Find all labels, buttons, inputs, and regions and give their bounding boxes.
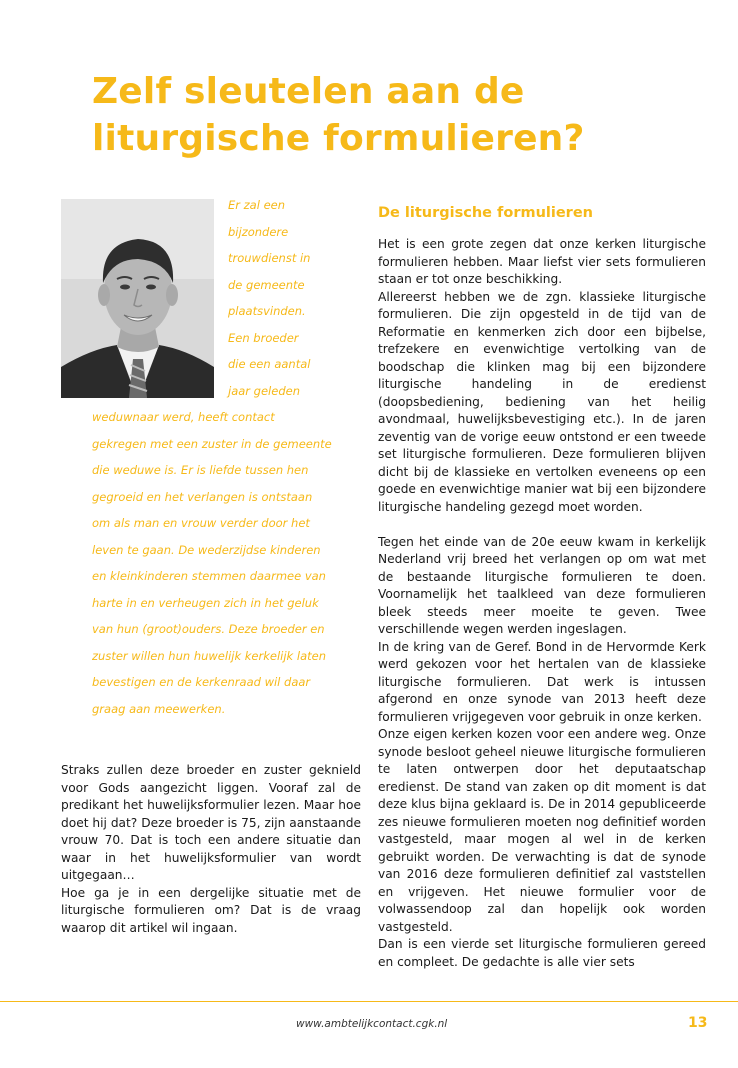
footer-divider (0, 1001, 738, 1002)
intro-line: om als man en vrouw verder door het (92, 516, 310, 530)
intro-line: trouwdienst in (228, 251, 311, 265)
intro-line: weduwnaar werd, heeft contact (92, 410, 275, 424)
paragraph: Allereerst hebben we de zgn. klassieke liturgische formulieren. Die zijn opgesteld in de tijd van de Reformatie en kenmerken zich door een bijbelse, trefzekere en evenwichtige vertolking van de boodschap die klinken mag bij een bijzondere liturgische handeling in de eredienst (doopsbediening, bediening van het heilig avondmaal, huwelijksbevestiging etc.). In de jaren zeventig van de vorige eeuw ontstond er een tweede set liturgische formulieren. Deze formulieren blijven dicht bij de klassieke en vertolken eveneens op een goede en evenwichtige manier wat bij een bijzondere liturgische handeling gezegd moet worden. (378, 289, 706, 514)
paragraph: Hoe ga je in een dergelijke situatie met de liturgische formulieren om? Dat is de vraag waarop dit artikel wil ingaan. (61, 885, 361, 935)
intro-text (92, 196, 332, 726)
intro-line: gekregen met een zuster in de gemeente (92, 436, 332, 451)
intro-line: Er zal een (228, 198, 286, 212)
footer-url[interactable]: www.ambtelijkcontact.cgk.nl (296, 1018, 448, 1030)
intro-line: bijzondere (228, 224, 289, 239)
right-column (378, 202, 706, 971)
paragraph: Onze eigen kerken kozen voor een andere weg. Onze synode besloot geheel nieuwe liturgische formulieren te laten ontwerpen door het deputaatschap eredienst. De stand van zaken op dit moment is dat deze klus bijna geklaard is. De in 2014 gepubliceerde zes nieuwe formulieren moeten nog definitief worden vastgesteld, maar mogen al wel in de kerken gebruikt worden. De verwachting is dat de synode van 2016 deze formulieren definitief zal vaststellen en vrijgeven. Het nieuwe formulier voor de volwassendoop zal dan hopelijk ook worden vastgesteld. (378, 727, 706, 934)
intro-line: graag aan meewerken. (92, 701, 226, 716)
intro-line: leven te gaan. De wederzijdse kinderen (92, 542, 321, 557)
left-column (61, 762, 361, 937)
paragraph: Tegen het einde van de 20e eeuw kwam in kerkelijk Nederland vrij breed het verlangen op om wat met de bestaande liturgische formulieren te doen. Voornamelijk het taalkleed van deze formulieren bleek steeds meer moeite te geven. Twee verschillende wegen werden ingeslagen. (378, 534, 706, 636)
intro-line: jaar geleden (228, 383, 300, 398)
paragraph: Straks zullen deze broeder en zuster geknield voor Gods aangezicht liggen. Vooraf zal de predikant het huwelijksformulier lezen. Maar hoe doet hij dat? Deze broeder is 75, zijn aanstaande vrouw 70. Dat is toch een andere situatie dan waar in het huwelijksformulier van wordt uitgegaan… (61, 763, 361, 882)
intro-line: zuster willen hun huwelijk kerkelijk laten (92, 648, 326, 663)
paragraph: In de kring van de Geref. Bond in de Hervormde Kerk werd gekozen voor het hertalen van de klassieke liturgische formulieren. Dat werk is intussen afgerond en onze synode van 2013 heeft deze formulieren vrijgegeven voor gebruik in onze kerken. (378, 639, 706, 724)
article-title-line-2: liturgische formulieren? (92, 118, 585, 159)
section-heading: De liturgische formulieren (378, 205, 593, 221)
intro-line: die weduwe is. Er is liefde tussen hen (92, 463, 309, 477)
article-title-line-1: Zelf sleutelen aan de (92, 71, 525, 112)
intro-line: de gemeente (228, 277, 305, 292)
intro-line: plaatsvinden. (228, 304, 306, 318)
paragraph: Dan is een vierde set liturgische formulieren gereed en compleet. De gedachte is alle vier sets (378, 937, 706, 969)
intro-line: Een broeder (228, 330, 299, 345)
article-title (92, 68, 692, 162)
intro-line: harte in en verheugen zich in het geluk (92, 595, 319, 610)
intro-line: gegroeid en het verlangen is ontstaan (92, 489, 313, 504)
intro-line: van hun (groot)ouders. Deze broeder en (92, 622, 325, 636)
page-number: 13 (688, 1015, 708, 1031)
intro-line: en kleinkinderen stemmen daarmee van (92, 569, 326, 583)
intro-line: die een aantal (228, 357, 311, 371)
paragraph: Het is een grote zegen dat onze kerken liturgische formulieren hebben. Maar liefst vier sets formulieren staan er tot onze beschikking. (378, 237, 706, 286)
intro-line: bevestigen en de kerkenraad wil daar (92, 675, 311, 689)
